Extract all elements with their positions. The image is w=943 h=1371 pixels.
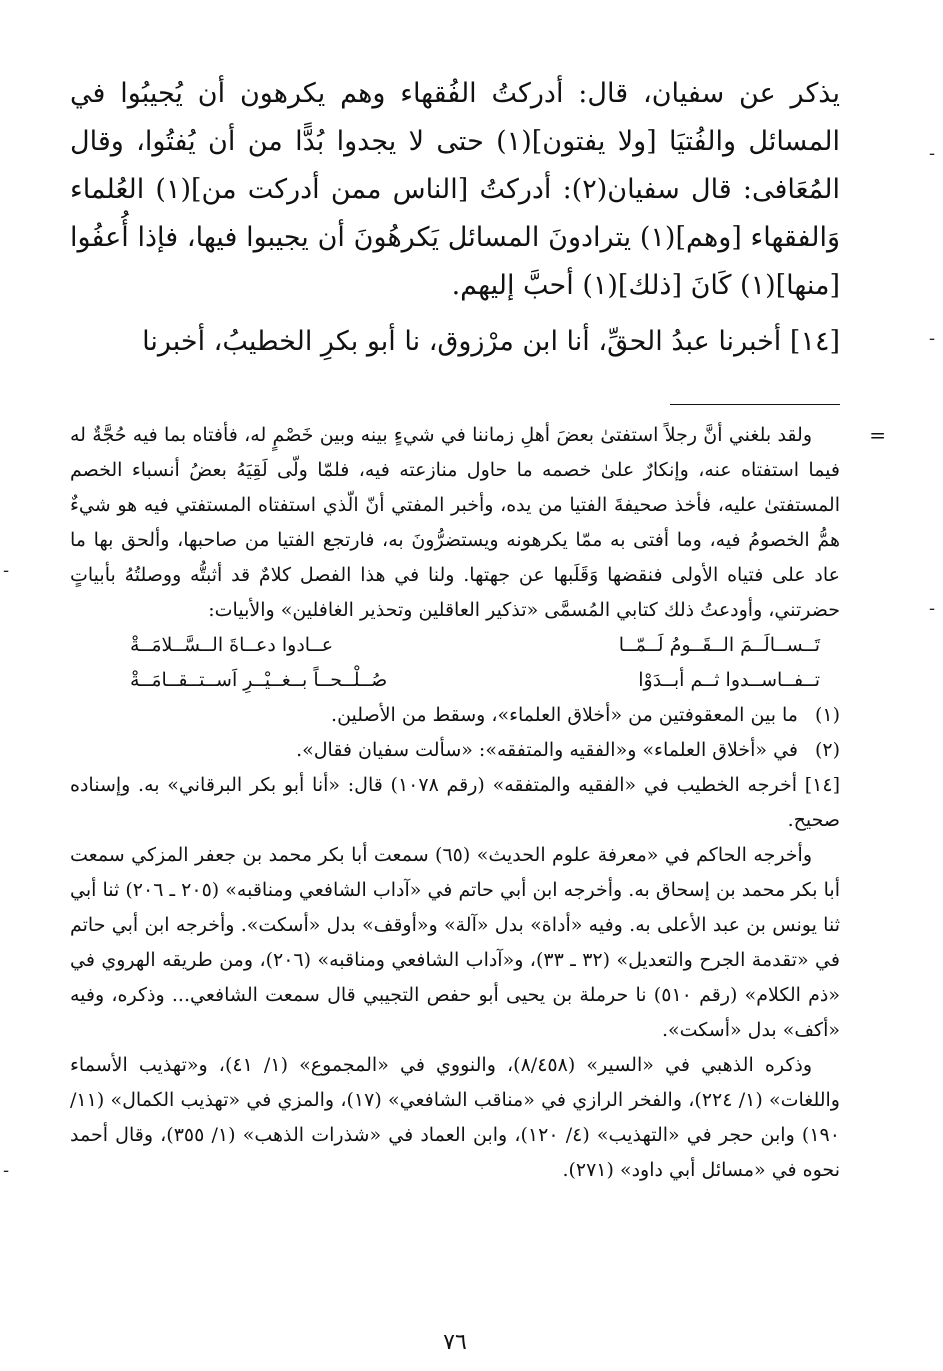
takhrij-14: [١٤] أخرجه الخطيب في «الفقيه والمتفقه» (رقم ١٠٧٨) قال: «أنا أبو بكر البرقاني» به. وإسناده صحيح. bbox=[70, 774, 840, 831]
footnotes-section bbox=[70, 418, 886, 1188]
margin-mark: - bbox=[3, 1160, 10, 1181]
footnote-separator bbox=[670, 404, 840, 405]
poem-hemistich: تــفــاســدوا ثــم أبــدَوْا bbox=[638, 669, 820, 691]
main-text bbox=[70, 70, 840, 366]
margin-mark: - bbox=[929, 598, 936, 619]
footnote-item bbox=[70, 733, 840, 768]
page-number: ٧٦ bbox=[443, 1330, 467, 1355]
hadith-14-isnad: [١٤] أخبرنا عبدُ الحقِّ، أنا ابن مرْزوق، نا أبو بكرِ الخطيبُ، أخبرنا bbox=[142, 326, 840, 357]
takhrij-paragraph: وذكره الذهبي في «السير» (٨/٤٥٨)، والنووي في «المجموع» (١/ ٤١)، و«تهذيب الأسماء واللغات» (١/ ٢٢٤)، والفخر الرازي في «مناقب الشافعي» (١٧)، والمزي في «تهذيب الكمال» (١١/ ١٩٠) وابن حجر في «التهذيب» (٤/ ١٢٠)، وابن العماد في «شذرات الذهب» (١/ ٣٥٥)، وقال أحمد نحوه في «مسائل أبي داود» (٢٧١). bbox=[70, 1054, 840, 1181]
margin-mark: - bbox=[929, 328, 936, 349]
continuation-mark: = bbox=[869, 423, 886, 447]
poem-hemistich: تَــســالَــمَ الــقَــومُ لَــمّــا bbox=[618, 634, 820, 656]
main-paragraph: يذكر عن سفيان، قال: أدركتُ الفُقهاء وهم يكرهون أن يُجيبُوا في المسائل والفُتيَا [ولا يفتون](١) حتى لا يجدوا بُدًّا من أن يُفتُوا، وقال المُعَافى: قال سفيان(٢): أدركتُ [الناس ممن أدركت من](١) العُلماء وَالفقهاء [وهم](١) يترادونَ المسائل يَكرهُونَ أن يجيبوا فيها، فإذا أُعفُوا [منها](١) كَانَ [ذلك](١) أحبَّ إليهم. bbox=[70, 78, 840, 301]
footnote-item bbox=[70, 698, 840, 733]
footnote-number: (١) bbox=[814, 704, 840, 726]
poem-hemistich: صُــلْــحــاً بــغــيْــرِ اَســتــقــامَــةْ bbox=[130, 669, 388, 691]
footnote-continuation bbox=[70, 418, 886, 628]
poem-line bbox=[70, 663, 840, 698]
book-page bbox=[70, 70, 886, 1355]
continuation-text: ولقد بلغني أنَّ رجلاً استفتىٰ بعضَ أهلِ زماننا في شيءٍ بينه وبين خَصْمٍ له، فأفتاه بما فيه حُجَّةٌ له فيما استفتاه عنه، وإنكارٌ علىٰ خصمه ما حاول منازعته فيه، فلمّا ولّى لَقِيَهُ بعضُ أنسباء الخصم المستفتىٰ عليه، فأخذ صحيفةَ الفتيا من يده، وأخبر المفتي أنّ الّذي استفتاه المستفتي فيه هو شيءٌ همُّ الخصومُ فيه، وما أفتى به ممّا يكرهونه ويستضرُّونَ به، فارتجع الفتيا من صاحبها، وألحق بها ما عاد على فتياه الأولى فنقضها وَقَلَبها عن جهتها. ولنا في هذا الفصل كلامٌ قد أثبتُّه ووصلتُهُ بأبياتٍ حضرتني، وأودعتُ ذلك كتابي المُسمَّى «تذكير العاقلين وتحذير الغافلين» والأبيات: bbox=[70, 424, 841, 621]
takhrij-paragraph: وأخرجه الحاكم في «معرفة علوم الحديث» (٦٥) سمعت أبا بكر محمد بن جعفر المزكي سمعت أبا بكر محمد بن إسحاق به. وأخرجه ابن أبي حاتم في «آداب الشافعي ومناقبه» (٢٠٥ ـ ٢٠٦) ثنا أبي ثنا يونس بن عبد الأعلى به. وفيه «أداة» بدل «آلة» و«أوقف» بدل «أسكت». وأخرجه ابن أبي حاتم في «تقدمة الجرح والتعديل» (٣٢ ـ ٣٣)، و«آداب الشافعي ومناقبه» (٢٠٦)، ومن طريقه الهروي في «ذم الكلام» (رقم ٥١٠) نا حرملة بن يحيى أبو حفص التجيبي قال سمعت الشافعي... وذكره، وفيه «أكف» بدل «أسكت». bbox=[70, 844, 840, 1041]
margin-mark: - bbox=[3, 560, 10, 581]
margin-mark: - bbox=[929, 143, 936, 164]
poem-line bbox=[70, 628, 840, 663]
poem-hemistich: عــادوا دعــاةَ الــسَّــلامَــةْ bbox=[130, 634, 334, 656]
footnote-text: ما بين المعقوفتين من «أخلاق العلماء»، وسقط من الأصلين. bbox=[331, 704, 798, 726]
footnote-number: (٢) bbox=[814, 739, 840, 761]
footnote-text: في «أخلاق العلماء» و«الفقيه والمتفقه»: «سألت سفيان فقال». bbox=[296, 739, 798, 761]
